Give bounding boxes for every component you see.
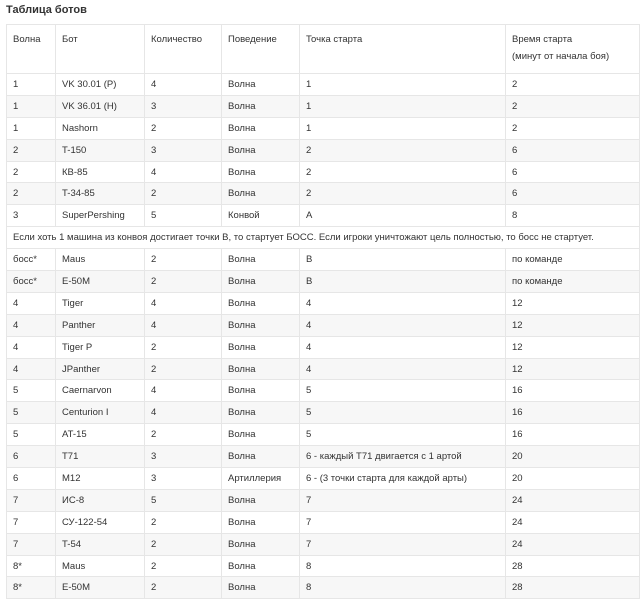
bot-cell: T-150 xyxy=(56,139,145,161)
behavior-cell: Волна xyxy=(222,424,300,446)
behavior-cell: Волна xyxy=(222,292,300,314)
start-point-cell: 1 xyxy=(300,74,506,96)
start-point-cell: 1 xyxy=(300,95,506,117)
start-point-cell: 2 xyxy=(300,183,506,205)
count-cell: 2 xyxy=(145,533,222,555)
behavior-cell: Волна xyxy=(222,446,300,468)
wave-cell: 2 xyxy=(7,139,56,161)
count-cell: 5 xyxy=(145,489,222,511)
wave-cell: босс* xyxy=(7,249,56,271)
start-time-cell: 16 xyxy=(506,402,640,424)
behavior-cell: Волна xyxy=(222,533,300,555)
wave-cell: 5 xyxy=(7,380,56,402)
wave-cell: 7 xyxy=(7,533,56,555)
table-row xyxy=(7,292,640,314)
start-time-cell: 24 xyxy=(506,511,640,533)
behavior-cell: Артиллерия xyxy=(222,468,300,490)
wave-cell: 6 xyxy=(7,446,56,468)
wave-cell: 8* xyxy=(7,577,56,599)
count-cell: 4 xyxy=(145,161,222,183)
start-time-cell: 12 xyxy=(506,336,640,358)
bot-cell: Caernarvon xyxy=(56,380,145,402)
start-point-cell: 4 xyxy=(300,358,506,380)
header-behavior: Поведение xyxy=(222,25,300,74)
wave-cell: 4 xyxy=(7,314,56,336)
note-row xyxy=(7,227,640,249)
start-time-cell: 24 xyxy=(506,533,640,555)
header-count: Количество xyxy=(145,25,222,74)
start-time-cell: 24 xyxy=(506,489,640,511)
start-point-cell: B xyxy=(300,249,506,271)
start-point-cell: 4 xyxy=(300,314,506,336)
start-point-cell: 5 xyxy=(300,402,506,424)
wave-cell: 5 xyxy=(7,402,56,424)
table-caption: Таблица ботов xyxy=(6,4,87,16)
start-point-cell: 2 xyxy=(300,139,506,161)
start-point-cell: 5 xyxy=(300,424,506,446)
bots-table xyxy=(6,24,640,599)
bot-cell: VK 36.01 (H) xyxy=(56,95,145,117)
behavior-cell: Волна xyxy=(222,336,300,358)
wave-cell: 6 xyxy=(7,468,56,490)
bot-cell: VK 30.01 (P) xyxy=(56,74,145,96)
start-time-cell: 16 xyxy=(506,424,640,446)
wave-cell: 1 xyxy=(7,95,56,117)
table-header-row xyxy=(7,25,640,74)
count-cell: 4 xyxy=(145,402,222,424)
start-point-cell: 8 xyxy=(300,555,506,577)
wave-cell: 3 xyxy=(7,205,56,227)
behavior-cell: Волна xyxy=(222,511,300,533)
bot-cell: T-34-85 xyxy=(56,183,145,205)
behavior-cell: Конвой xyxy=(222,205,300,227)
bot-cell: Centurion I xyxy=(56,402,145,424)
table-row xyxy=(7,533,640,555)
start-time-cell: 8 xyxy=(506,205,640,227)
start-point-cell: 4 xyxy=(300,336,506,358)
bot-cell: Maus xyxy=(56,249,145,271)
count-cell: 5 xyxy=(145,205,222,227)
bot-cell: ИС-8 xyxy=(56,489,145,511)
behavior-cell: Волна xyxy=(222,95,300,117)
bot-cell: T-54 xyxy=(56,533,145,555)
table-row xyxy=(7,117,640,139)
start-time-cell: 6 xyxy=(506,139,640,161)
start-time-cell: 12 xyxy=(506,314,640,336)
count-cell: 3 xyxy=(145,139,222,161)
start-point-cell: 7 xyxy=(300,511,506,533)
table-row xyxy=(7,205,640,227)
count-cell: 2 xyxy=(145,183,222,205)
table-row xyxy=(7,271,640,293)
start-point-cell: 8 xyxy=(300,577,506,599)
bot-cell: T71 xyxy=(56,446,145,468)
header-start-point: Точка старта xyxy=(300,25,506,74)
table-row xyxy=(7,380,640,402)
start-point-cell: 6 - (3 точки старта для каждой арты) xyxy=(300,468,506,490)
bot-cell: SuperPershing xyxy=(56,205,145,227)
table-row xyxy=(7,555,640,577)
table-row xyxy=(7,358,640,380)
wave-cell: босс* xyxy=(7,271,56,293)
start-time-cell: по команде xyxy=(506,249,640,271)
behavior-cell: Волна xyxy=(222,380,300,402)
count-cell: 2 xyxy=(145,424,222,446)
start-time-cell: 2 xyxy=(506,117,640,139)
table-row xyxy=(7,314,640,336)
behavior-cell: Волна xyxy=(222,249,300,271)
table-row xyxy=(7,183,640,205)
wave-cell: 1 xyxy=(7,117,56,139)
count-cell: 2 xyxy=(145,249,222,271)
table-row xyxy=(7,424,640,446)
start-time-cell: 6 xyxy=(506,183,640,205)
bot-cell: Tiger xyxy=(56,292,145,314)
bot-cell: Panther xyxy=(56,314,145,336)
behavior-cell: Волна xyxy=(222,183,300,205)
count-cell: 4 xyxy=(145,314,222,336)
count-cell: 3 xyxy=(145,95,222,117)
start-time-cell: 28 xyxy=(506,577,640,599)
bot-cell: КВ-85 xyxy=(56,161,145,183)
bot-cell: M12 xyxy=(56,468,145,490)
header-bot: Бот xyxy=(56,25,145,74)
behavior-cell: Волна xyxy=(222,489,300,511)
count-cell: 2 xyxy=(145,271,222,293)
table-row xyxy=(7,161,640,183)
count-cell: 2 xyxy=(145,358,222,380)
behavior-cell: Волна xyxy=(222,271,300,293)
wave-cell: 7 xyxy=(7,511,56,533)
behavior-cell: Волна xyxy=(222,117,300,139)
start-time-cell: 2 xyxy=(506,95,640,117)
start-time-cell: 6 xyxy=(506,161,640,183)
wave-cell: 5 xyxy=(7,424,56,446)
behavior-cell: Волна xyxy=(222,555,300,577)
table-row xyxy=(7,249,640,271)
start-time-cell: 16 xyxy=(506,380,640,402)
behavior-cell: Волна xyxy=(222,358,300,380)
count-cell: 3 xyxy=(145,446,222,468)
wave-cell: 4 xyxy=(7,336,56,358)
wave-cell: 4 xyxy=(7,358,56,380)
wave-cell: 2 xyxy=(7,183,56,205)
start-time-cell: 12 xyxy=(506,358,640,380)
start-time-cell: 12 xyxy=(506,292,640,314)
wave-cell: 2 xyxy=(7,161,56,183)
wave-cell: 7 xyxy=(7,489,56,511)
start-time-cell: 28 xyxy=(506,555,640,577)
table-row xyxy=(7,489,640,511)
table-row xyxy=(7,468,640,490)
behavior-cell: Волна xyxy=(222,139,300,161)
table-row xyxy=(7,95,640,117)
start-point-cell: 6 - каждый T71 двигается с 1 артой xyxy=(300,446,506,468)
start-point-cell: 5 xyxy=(300,380,506,402)
table-row xyxy=(7,577,640,599)
start-point-cell: 7 xyxy=(300,489,506,511)
count-cell: 2 xyxy=(145,555,222,577)
behavior-cell: Волна xyxy=(222,314,300,336)
start-time-cell: по команде xyxy=(506,271,640,293)
start-point-cell: 1 xyxy=(300,117,506,139)
table-row xyxy=(7,402,640,424)
start-time-cell: 20 xyxy=(506,468,640,490)
start-point-cell: A xyxy=(300,205,506,227)
bot-cell: СУ-122-54 xyxy=(56,511,145,533)
bot-cell: Nashorn xyxy=(56,117,145,139)
start-point-cell: B xyxy=(300,271,506,293)
wave-cell: 4 xyxy=(7,292,56,314)
bot-cell: E-50M xyxy=(56,271,145,293)
bot-cell: AT-15 xyxy=(56,424,145,446)
behavior-cell: Волна xyxy=(222,161,300,183)
start-time-cell: 20 xyxy=(506,446,640,468)
count-cell: 4 xyxy=(145,380,222,402)
table-row xyxy=(7,446,640,468)
wave-cell: 8* xyxy=(7,555,56,577)
bot-cell: JPanther xyxy=(56,358,145,380)
count-cell: 4 xyxy=(145,292,222,314)
start-time-cell: 2 xyxy=(506,74,640,96)
header-wave: Волна xyxy=(7,25,56,74)
start-point-cell: 4 xyxy=(300,292,506,314)
boss-note: Если хоть 1 машина из конвоя достигает точки B, то стартует БОСС. Если игроки уничтожают цель полностью, то босс не стартует. xyxy=(7,227,640,249)
count-cell: 3 xyxy=(145,468,222,490)
start-point-cell: 7 xyxy=(300,533,506,555)
header-start-time xyxy=(506,25,640,74)
count-cell: 2 xyxy=(145,336,222,358)
bot-cell: Maus xyxy=(56,555,145,577)
start-point-cell: 2 xyxy=(300,161,506,183)
table-row xyxy=(7,139,640,161)
table-row xyxy=(7,336,640,358)
behavior-cell: Волна xyxy=(222,577,300,599)
table-row xyxy=(7,74,640,96)
header-start-time-unit: (минут от начала боя) xyxy=(512,51,610,62)
count-cell: 4 xyxy=(145,74,222,96)
count-cell: 2 xyxy=(145,117,222,139)
count-cell: 2 xyxy=(145,577,222,599)
count-cell: 2 xyxy=(145,511,222,533)
behavior-cell: Волна xyxy=(222,402,300,424)
behavior-cell: Волна xyxy=(222,74,300,96)
header-start-time-label: Время старта xyxy=(512,34,573,45)
wave-cell: 1 xyxy=(7,74,56,96)
bot-cell: Tiger P xyxy=(56,336,145,358)
table-row xyxy=(7,511,640,533)
bot-cell: E-50M xyxy=(56,577,145,599)
